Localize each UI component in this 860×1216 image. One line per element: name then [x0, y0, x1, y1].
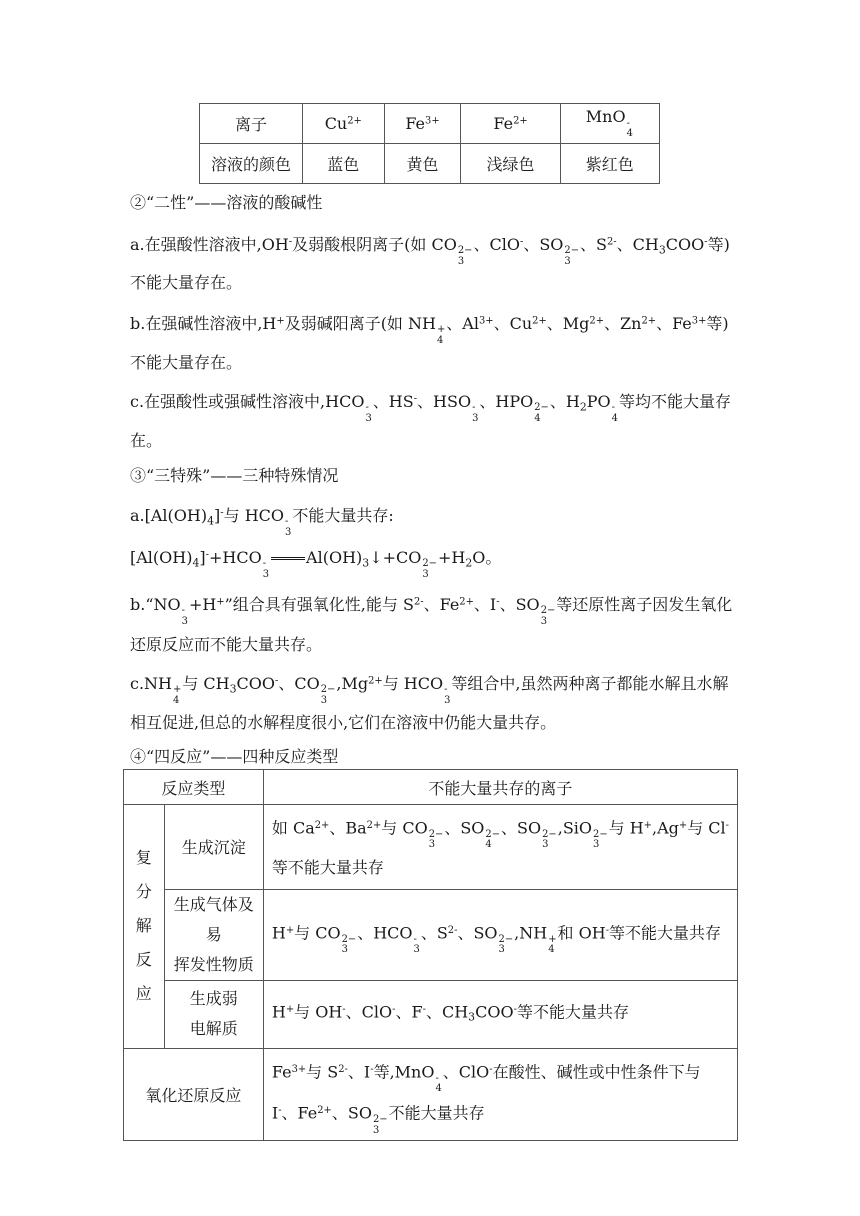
subsup	[173, 685, 181, 706]
subsup	[373, 1115, 388, 1136]
charge: 2−	[498, 933, 514, 945]
text: 、I	[347, 1062, 371, 1082]
charge: 2-	[338, 1063, 348, 1075]
charge: -	[519, 236, 524, 248]
charge: -	[725, 820, 729, 831]
ion-text: Fe	[405, 114, 426, 133]
text: COO	[236, 674, 276, 693]
text: +H	[437, 548, 466, 567]
section-title: ③“三特殊”——三种特殊情况	[130, 466, 339, 485]
text: 与 CH	[182, 674, 230, 693]
paragraph-line: 相互促进,但总的水解程度很小,它们在溶液中仍能大量共存。	[130, 713, 557, 732]
subsup	[564, 246, 579, 267]
text: ]	[199, 548, 206, 567]
charge: -	[513, 1004, 517, 1016]
text: a.[Al(OH)	[130, 506, 208, 525]
text: ,SiO	[557, 818, 593, 838]
subscript: 4	[534, 412, 541, 424]
text: b.在强碱性溶液中,H	[130, 314, 277, 333]
subsup	[365, 403, 371, 424]
charge: -	[704, 236, 708, 248]
charge: 2−	[341, 933, 357, 945]
subsup	[612, 403, 618, 424]
cell-line	[272, 914, 729, 956]
subscript: 3	[564, 255, 571, 267]
paragraph-line: 还原反应而不能大量共存。	[130, 635, 323, 654]
text: PO	[586, 392, 611, 411]
charge: -	[220, 507, 224, 519]
subscript: 3	[593, 839, 600, 851]
charge: -	[205, 549, 209, 561]
ion-text: MnO	[585, 107, 626, 127]
subsup	[485, 830, 500, 851]
charge: 2-	[447, 924, 458, 936]
text: 、Cu	[493, 314, 533, 333]
charge: -	[472, 402, 476, 414]
cell-line	[272, 1053, 729, 1095]
subsup	[285, 517, 291, 538]
text: 生成气体及易	[173, 894, 254, 944]
subscript: 3	[181, 615, 188, 627]
charge: -	[262, 558, 267, 570]
text: ”组合具有强氧化性,能与 S	[224, 595, 414, 614]
charge: 2−	[372, 1114, 388, 1126]
charge: 2−	[320, 684, 336, 696]
subsup	[541, 606, 556, 627]
text: 及弱酸根阴离子(如 CO	[292, 235, 457, 254]
subsup	[422, 559, 437, 580]
subsup	[458, 246, 473, 267]
paragraph-line	[130, 311, 729, 346]
text: 、SO	[444, 818, 485, 838]
subsup	[627, 119, 633, 140]
text: 解	[135, 916, 152, 936]
subscript: 3	[428, 839, 436, 851]
text: ,Ag	[651, 818, 679, 838]
table-row	[124, 770, 738, 805]
subsup	[593, 830, 608, 851]
subscript: 3	[542, 839, 549, 851]
text: 、HPO	[479, 392, 534, 411]
table-header-cell: 不能大量共存的离子	[263, 770, 737, 805]
charge: -	[444, 684, 448, 696]
charge: 2+	[314, 820, 330, 831]
charge: +	[173, 684, 182, 696]
charge: 3+	[425, 115, 440, 127]
text: 等均不能大量存	[618, 392, 731, 411]
table-cell	[303, 104, 385, 144]
text: a.在强酸性溶液中,OH	[130, 235, 289, 254]
paragraph-line	[130, 671, 729, 706]
charge: 2−	[422, 558, 437, 570]
text: 和 OH	[557, 923, 606, 943]
subscript: 3	[285, 526, 292, 538]
text: 复分	[135, 848, 152, 902]
charge: +	[643, 820, 652, 831]
paragraph-line	[130, 389, 731, 424]
table-cell: 浅绿色	[461, 144, 560, 184]
text: c.在强酸性或强碱性溶液中,HCO	[130, 392, 365, 411]
subsup	[321, 685, 336, 706]
section-title: ②“二性”——溶液的酸碱性	[130, 193, 323, 212]
subsup	[534, 403, 549, 424]
subsup	[435, 1074, 441, 1095]
metathesis-cell	[124, 805, 165, 1049]
table-cell: 生成沉淀	[164, 805, 263, 890]
charge: 2−	[428, 828, 444, 840]
charge: -	[181, 605, 185, 617]
subscript: 3	[320, 694, 328, 706]
subsup	[444, 685, 450, 706]
text: 、Ba	[329, 818, 367, 838]
charge: +	[285, 924, 295, 936]
ions-cell	[263, 1048, 737, 1140]
charge: -	[392, 1004, 396, 1016]
charge: 2-	[606, 236, 617, 248]
charge: -	[435, 1072, 439, 1084]
subscript: 4	[485, 839, 492, 851]
charge: -	[422, 1004, 426, 1016]
charge: +	[276, 315, 285, 327]
text: 等)	[706, 314, 729, 333]
text: 等组合中,虽然两种离子都能水解且水解	[451, 674, 729, 693]
table-row	[124, 889, 738, 980]
paragraph-line	[130, 232, 730, 267]
text: 在酸性、碱性或中性条件下与	[492, 1062, 701, 1082]
text: 及弱碱阳离子(如 NH	[284, 314, 436, 333]
charge: 2+	[368, 675, 383, 687]
table-row	[124, 1048, 738, 1140]
charge: 2−	[540, 605, 556, 617]
text: 如 Ca	[271, 818, 315, 838]
subscript: 4	[207, 514, 215, 528]
charge: 2−	[593, 828, 608, 840]
charge: -	[278, 1105, 282, 1117]
ion-text: Fe	[493, 114, 514, 133]
subsup	[542, 830, 557, 851]
charge: -	[413, 933, 417, 945]
text: 等还原性离子因发生氧化	[556, 595, 733, 614]
table-row	[124, 980, 738, 1048]
ions-cell	[263, 805, 737, 890]
text: 与 HCO	[382, 674, 444, 693]
charge: -	[342, 1004, 346, 1016]
text: [Al(OH)	[130, 548, 193, 567]
charge: 2+	[513, 115, 528, 127]
subscript: 3	[658, 243, 666, 257]
text: 、Fe	[656, 314, 692, 333]
paragraph-line: 在。	[130, 431, 163, 450]
ions-cell	[263, 889, 737, 980]
text: 等不能大量共存	[516, 1002, 629, 1022]
reaction-type-table	[123, 769, 738, 1141]
cell-line	[272, 1094, 729, 1136]
charge: 2−	[485, 828, 501, 840]
paragraph-line	[130, 503, 394, 538]
subscript: 4	[436, 334, 444, 346]
text: 、S	[580, 235, 607, 254]
table-row	[124, 805, 738, 890]
subsup	[263, 559, 269, 580]
charge: -	[611, 402, 615, 414]
table-cell: 溶液的颜色	[200, 144, 303, 184]
subscript: 4	[435, 1083, 442, 1095]
charge: -	[275, 675, 279, 687]
text: I	[271, 1103, 279, 1123]
text: 与 S	[306, 1062, 339, 1082]
charge: -	[605, 924, 610, 936]
text: +H	[188, 595, 217, 614]
cell-line	[272, 993, 729, 1035]
text: 等,MnO	[373, 1062, 435, 1082]
charge: -	[626, 117, 630, 129]
text: b.“NO	[130, 595, 181, 614]
charge: +	[548, 933, 557, 945]
text: 、I	[473, 595, 497, 614]
text: 与 CO	[294, 923, 341, 943]
text: 、Fe	[281, 1103, 318, 1123]
ion-color-table	[199, 103, 660, 184]
subscript: 3	[413, 944, 420, 956]
equation-line	[130, 545, 501, 580]
table-cell	[164, 980, 263, 1048]
ions-cell	[263, 980, 737, 1048]
table-cell: 离子	[200, 104, 303, 144]
text: 与 OH	[294, 1002, 343, 1022]
charge: 2-	[413, 596, 424, 608]
section-title: ④“四反应”——四种反应类型	[130, 747, 339, 766]
text: 、CO	[278, 674, 320, 693]
charge: -	[365, 402, 369, 414]
text: +HCO	[209, 548, 262, 567]
table-cell	[384, 104, 461, 144]
charge: -	[370, 1063, 374, 1075]
text: 、S	[420, 923, 448, 943]
text: 、Zn	[604, 314, 642, 333]
text: ]	[214, 506, 221, 525]
subsup	[437, 325, 445, 346]
text: 、ClO	[473, 235, 520, 254]
charge: 2+	[347, 115, 362, 127]
text: COO	[475, 1002, 514, 1022]
text: H	[271, 923, 286, 943]
text: 、ClO	[345, 1002, 393, 1022]
charge: 2+	[366, 820, 382, 831]
charge: 3+	[691, 315, 707, 327]
text: Fe	[271, 1062, 292, 1082]
charge: 2+	[532, 315, 547, 327]
text: 、Al	[446, 314, 479, 333]
text: 、F	[395, 1002, 423, 1022]
subsup	[499, 935, 514, 956]
subsup	[342, 935, 357, 956]
equals-sign	[271, 557, 305, 560]
paragraph-line	[130, 592, 732, 627]
subscript: 4	[611, 412, 618, 424]
paragraph-line: 不能大量存在。	[130, 273, 243, 292]
subscript: 2	[465, 556, 473, 570]
charge: -	[496, 596, 500, 608]
charge: +	[216, 596, 225, 608]
subscript: 3	[341, 944, 348, 956]
text: 与 HCO	[223, 506, 285, 525]
text: 、SO	[501, 818, 542, 838]
subscript: 2	[579, 400, 587, 414]
subscript: 4	[173, 694, 180, 706]
table-cell	[461, 104, 560, 144]
ion-text: Cu	[324, 114, 348, 133]
table-cell: 蓝色	[303, 144, 385, 184]
subsup	[472, 403, 478, 424]
subscript: 3	[540, 615, 547, 627]
paragraph-line: 不能大量存在。	[130, 353, 243, 372]
subscript: 3	[365, 412, 372, 424]
charge: +	[436, 324, 446, 336]
table-cell	[560, 104, 659, 144]
text: 等)	[707, 235, 730, 254]
charge: 2−	[534, 402, 549, 414]
text: 、Mg	[546, 314, 590, 333]
text: 、SO	[331, 1103, 372, 1123]
subsup	[414, 935, 420, 956]
text: 、ClO	[442, 1062, 490, 1082]
text: 与 CO	[381, 818, 428, 838]
table-header-cell: 反应类型	[124, 770, 264, 805]
table-cell: 氧化还原反应	[124, 1048, 264, 1140]
text: c.NH	[130, 674, 172, 693]
subscript: 3	[229, 682, 237, 696]
text: 与 H	[608, 818, 644, 838]
text: 挥发性物质	[173, 954, 254, 974]
subscript: 3	[498, 944, 505, 956]
text: 、SO	[457, 923, 498, 943]
text: COO	[665, 235, 705, 254]
table-cell	[164, 889, 263, 980]
charge: 2−	[457, 245, 473, 257]
charge: -	[413, 393, 418, 405]
text: 生成弱	[189, 989, 238, 1009]
text: 不能大量共存	[388, 1103, 485, 1123]
table-row	[200, 104, 660, 144]
text: ,Mg	[336, 674, 369, 693]
text: 反应	[135, 950, 152, 1004]
subscript: 3	[372, 1124, 380, 1136]
text: 、HS	[372, 392, 414, 411]
subscript: 3	[457, 255, 465, 267]
charge: 2+	[641, 315, 657, 327]
subsup	[429, 830, 444, 851]
cell-line	[272, 809, 729, 851]
table-cell: 黄色	[384, 144, 461, 184]
subscript: 4	[548, 944, 555, 956]
charge: 2+	[317, 1105, 332, 1117]
table-row	[200, 144, 660, 184]
text: 、CH	[425, 1002, 469, 1022]
subsup	[548, 935, 556, 956]
text: 电解质	[189, 1019, 238, 1039]
text: 、SO	[499, 595, 540, 614]
charge: 2+	[589, 315, 605, 327]
charge: 2−	[542, 828, 557, 840]
subscript: 4	[192, 556, 200, 570]
subscript: 3	[444, 694, 451, 706]
charge: +	[285, 1004, 295, 1016]
subscript: 3	[422, 568, 429, 580]
charge: 2−	[564, 245, 580, 257]
subscript: 3	[468, 1011, 476, 1025]
text: 、Fe	[423, 595, 460, 614]
charge: 3+	[478, 315, 494, 327]
text: 、SO	[523, 235, 564, 254]
table-cell: 紫红色	[560, 144, 659, 184]
charge: 2+	[459, 596, 474, 608]
text: 、HSO	[417, 392, 472, 411]
charge: -	[285, 516, 289, 528]
text: 与 Cl	[687, 818, 726, 838]
subscript: 4	[626, 128, 633, 140]
charge: 3+	[291, 1063, 307, 1075]
subscript: 3	[362, 556, 370, 570]
charge: -	[489, 1063, 493, 1075]
charge: +	[678, 820, 688, 831]
text: H	[271, 1002, 286, 1022]
charge: -	[288, 236, 293, 248]
text: O。	[472, 548, 502, 567]
text: Al(OH)	[306, 548, 363, 567]
text: ,NH	[514, 923, 548, 943]
text: 等不能大量共存	[609, 923, 722, 943]
cell-line: 等不能大量共存	[271, 857, 384, 877]
subsup	[182, 606, 188, 627]
text: ↓+CO	[369, 548, 422, 567]
text: 、H	[549, 392, 580, 411]
text: 、CH	[616, 235, 659, 254]
subscript: 3	[262, 568, 270, 580]
text: 不能大量共存:	[292, 506, 394, 525]
subscript: 3	[472, 412, 479, 424]
text: 、HCO	[357, 923, 413, 943]
